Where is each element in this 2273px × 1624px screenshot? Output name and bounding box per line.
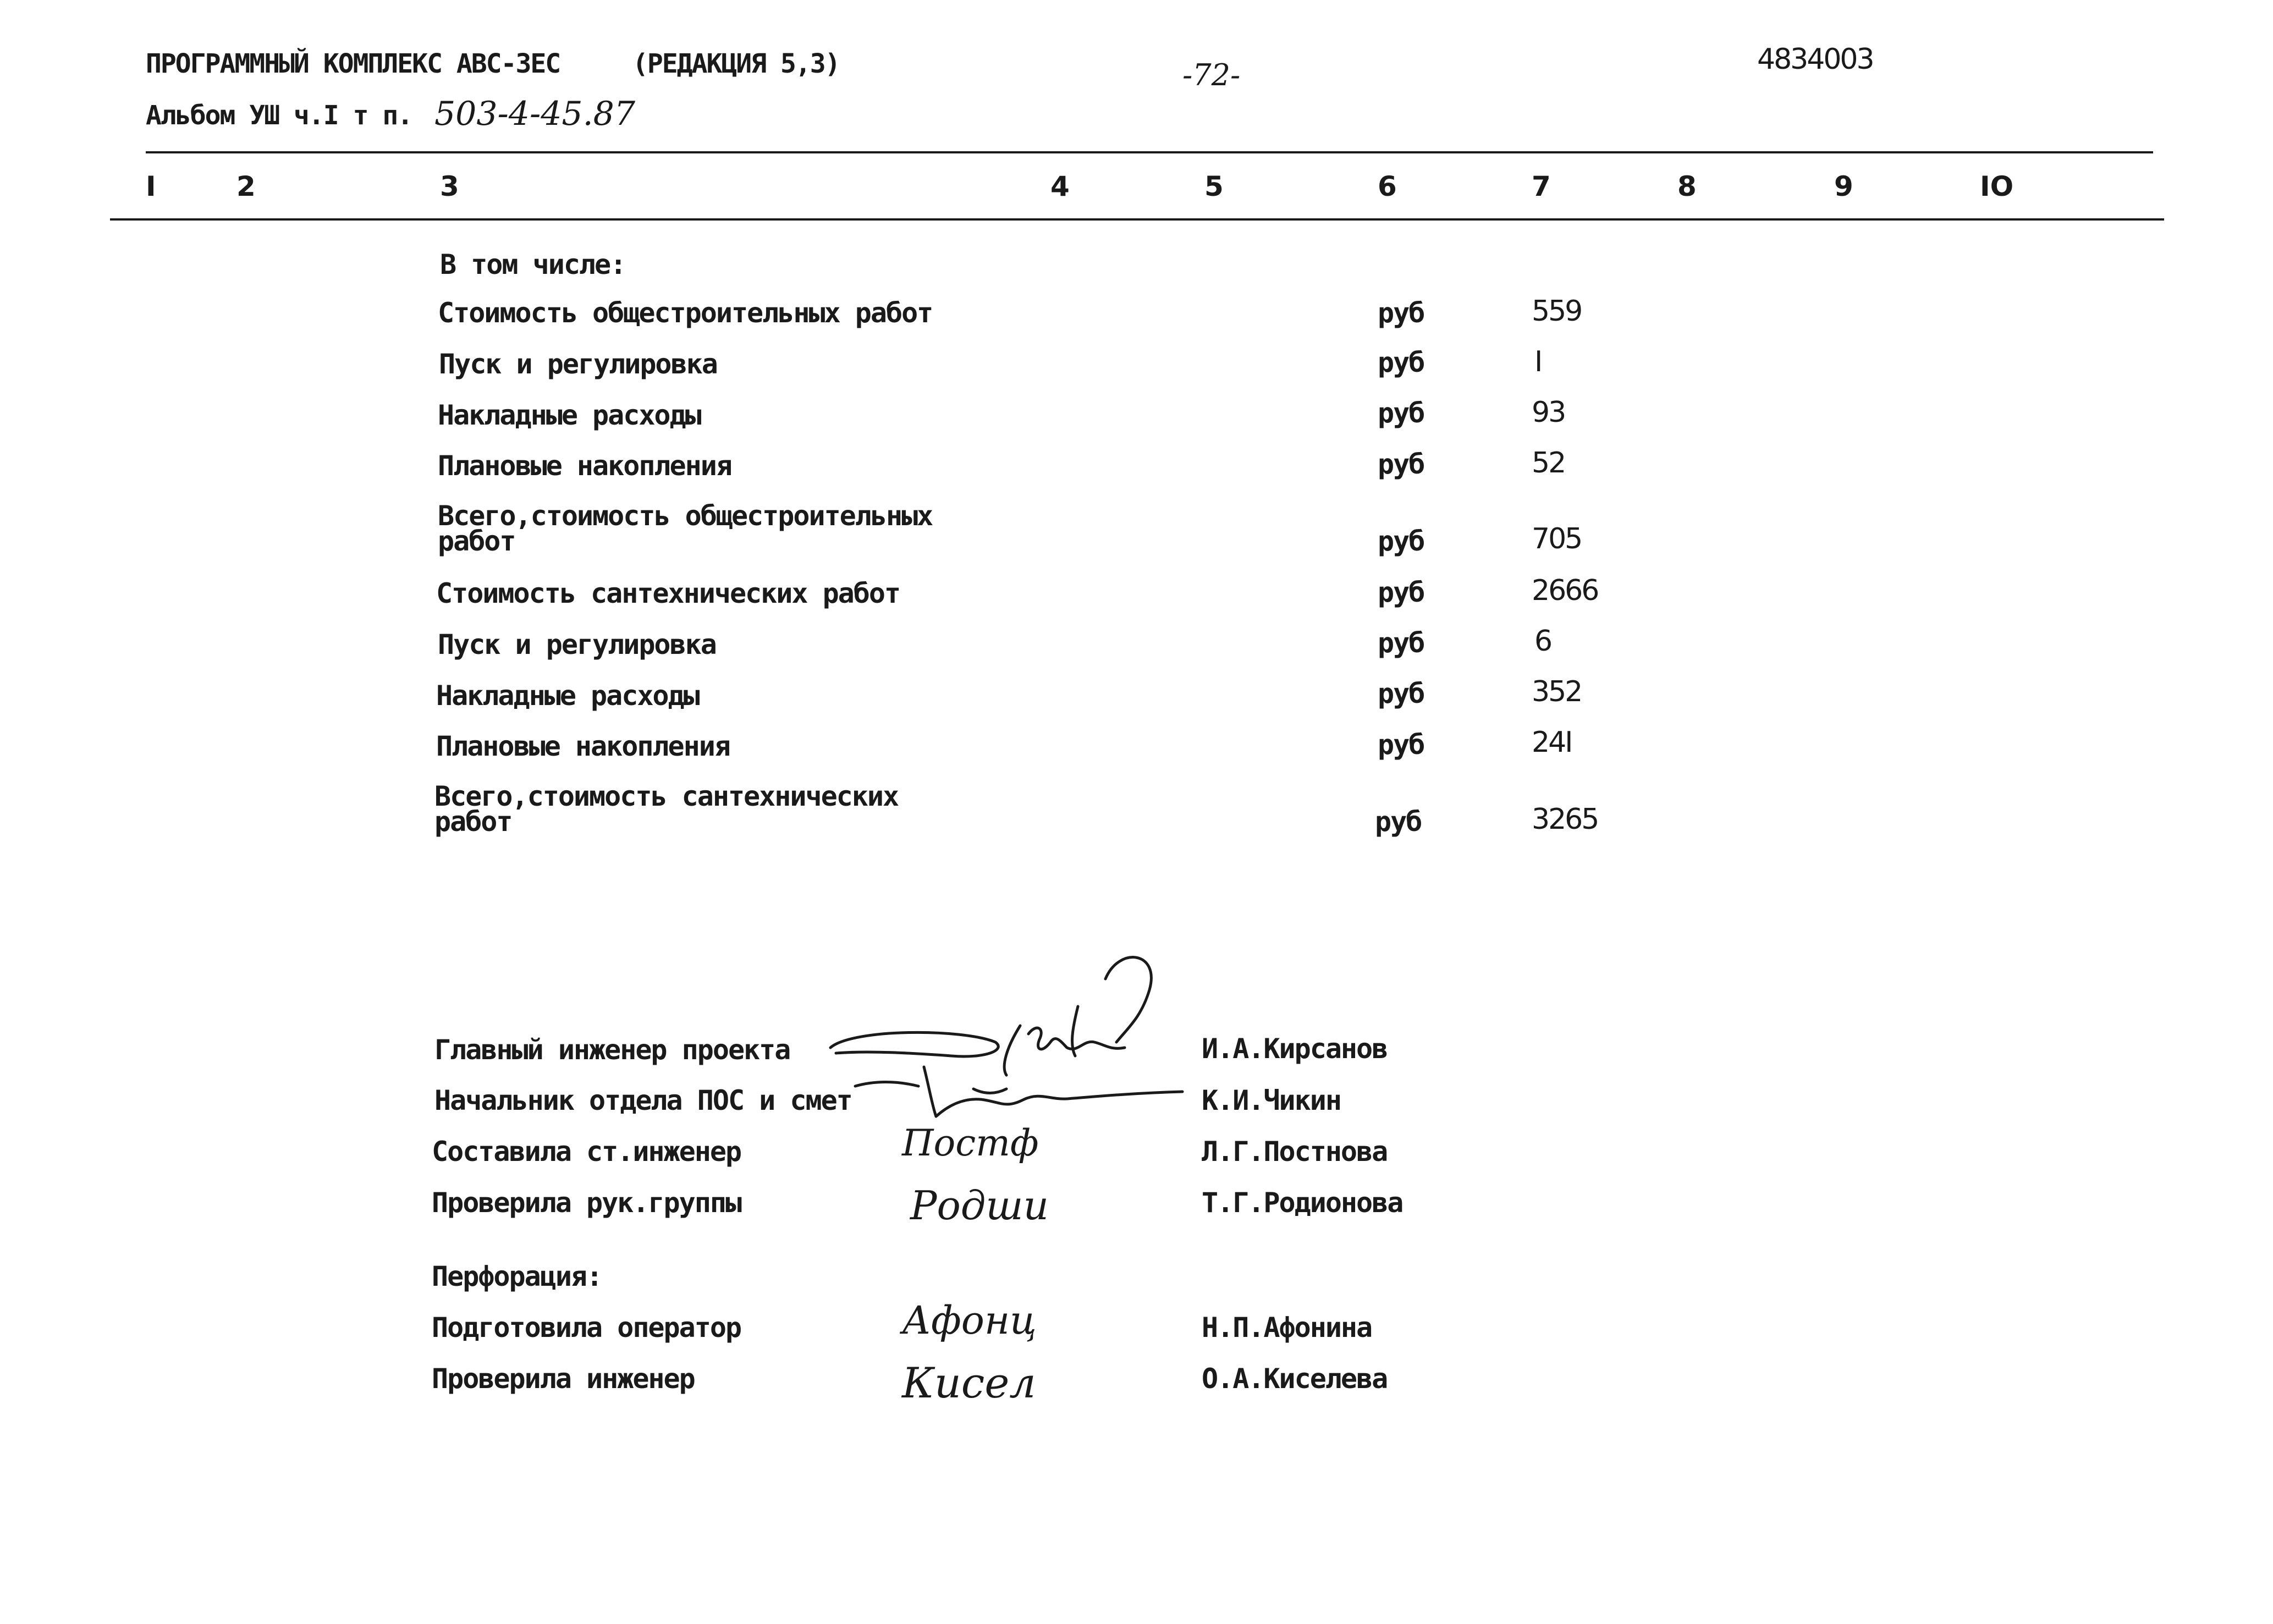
row-value: 705 xyxy=(1532,522,1582,555)
signature-role: Начальник отдела ПОС и смет xyxy=(434,1084,852,1116)
signature-name: Н.П.Афонина xyxy=(1202,1312,1372,1344)
row-label: Накладные расходы xyxy=(436,680,699,712)
signature-rodionova: Родши xyxy=(910,1182,1049,1229)
row-value: 6 xyxy=(1534,625,1551,658)
row-value: 559 xyxy=(1532,295,1582,328)
signature-name: О.А.Киселева xyxy=(1202,1363,1388,1395)
row-unit: руб xyxy=(1378,678,1424,709)
row-label: Накладные расходы xyxy=(438,399,701,431)
album-reference: 503-4-45.87 xyxy=(434,95,636,133)
row-unit: руб xyxy=(1378,297,1424,329)
signature-department-head xyxy=(841,1056,1226,1127)
program-title: ПРОГРАММНЫЙ КОМПЛЕКС АВС-ЗЕС xyxy=(146,48,560,79)
row-unit: руб xyxy=(1378,576,1424,608)
header-bottom-rule xyxy=(110,218,2164,221)
signature-postnova: Постф xyxy=(902,1122,1039,1164)
signature-name: И.А.Кирсанов xyxy=(1202,1033,1388,1065)
signature-role: Главный инженер проекта xyxy=(434,1034,790,1066)
row-unit: руб xyxy=(1378,448,1424,480)
row-label: Пуск и регулировка xyxy=(438,629,716,660)
edition-label: (РЕДАКЦИЯ 5,3) xyxy=(632,48,840,79)
row-value: 352 xyxy=(1532,675,1582,708)
column-number-3: 3 xyxy=(440,170,459,202)
perforation-title: Перфорация: xyxy=(432,1260,602,1292)
row-unit: руб xyxy=(1378,397,1424,429)
row-unit: руб xyxy=(1378,525,1424,557)
signature-role: Составила ст.инженер xyxy=(432,1136,741,1168)
column-number-5: 5 xyxy=(1204,170,1224,202)
row-label: Пуск и регулировка xyxy=(439,348,717,380)
column-number-4: 4 xyxy=(1050,170,1070,202)
signature-role: Проверила рук.группы xyxy=(432,1187,741,1219)
row-unit: руб xyxy=(1378,627,1424,659)
row-value: 52 xyxy=(1532,447,1565,480)
album-prefix: Альбом УШ ч.I т п. xyxy=(146,100,412,131)
header-top-rule xyxy=(146,151,2153,153)
signature-kiseleva: Кисел xyxy=(902,1358,1036,1407)
row-value: 93 xyxy=(1532,396,1565,429)
row-value: 3265 xyxy=(1532,803,1598,836)
column-number-6: 6 xyxy=(1378,170,1397,202)
column-number-2: 2 xyxy=(236,170,256,202)
row-value: 24I xyxy=(1532,726,1572,759)
row-label: Всего,стоимость общестроительных работ xyxy=(438,500,933,557)
signature-name: Л.Г.Постнова xyxy=(1202,1136,1388,1168)
row-label: Плановые накопления xyxy=(438,450,731,482)
signature-name: К.И.Чикин xyxy=(1202,1084,1341,1116)
document-number: 4834003 xyxy=(1757,43,1873,76)
signature-afonina: Афонц xyxy=(902,1298,1037,1343)
row-label: Плановые накопления xyxy=(436,730,730,762)
row-unit: руб xyxy=(1378,729,1424,761)
row-value: I xyxy=(1534,345,1542,378)
row-label: Стоимость сантехнических работ xyxy=(436,577,900,609)
signature-role: Проверила инженер xyxy=(432,1363,695,1395)
signature-role: Подготовила оператор xyxy=(432,1312,741,1344)
column-number-7: 7 xyxy=(1532,170,1551,202)
row-label: Всего,стоимость сантехнических работ xyxy=(434,780,899,838)
column-number-9: 9 xyxy=(1834,170,1853,202)
row-unit: руб xyxy=(1375,806,1422,838)
intro-label: В том числе: xyxy=(440,249,626,280)
column-number-10: IO xyxy=(1980,170,2014,202)
page-number: -72- xyxy=(1182,58,1241,92)
row-label: Стоимость общестроительных работ xyxy=(438,297,933,329)
row-value: 2666 xyxy=(1532,574,1598,607)
column-number-8: 8 xyxy=(1677,170,1697,202)
row-unit: руб xyxy=(1378,346,1424,378)
signature-name: Т.Г.Родионова xyxy=(1202,1187,1403,1219)
column-number-1: I xyxy=(146,170,156,202)
